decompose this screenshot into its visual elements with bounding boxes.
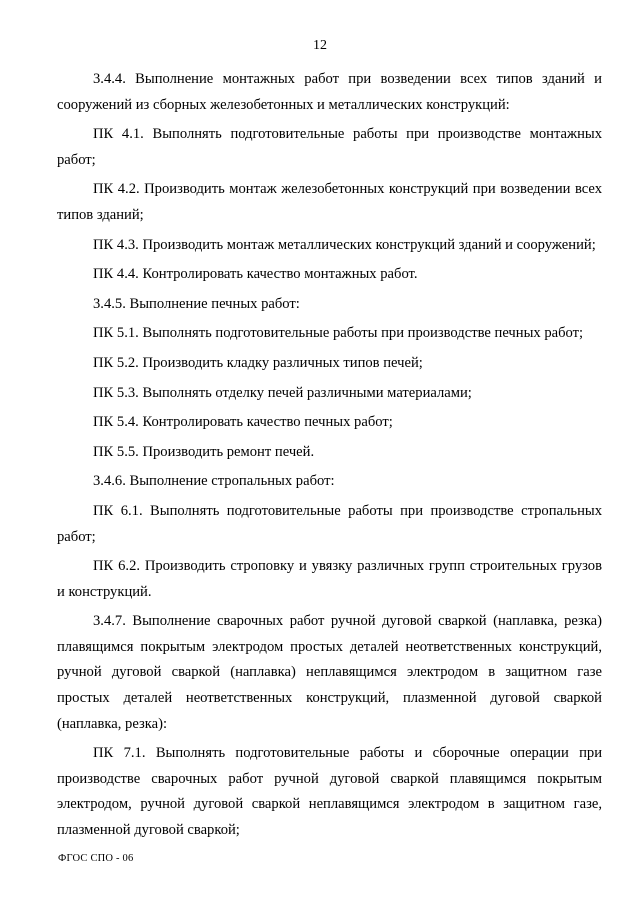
- pk-5-4: ПК 5.4. Контролировать качество печных работ;: [93, 414, 393, 431]
- pk-4-3: ПК 4.3. Производить монтаж металлических конструкций зданий и сооружений;: [93, 236, 596, 253]
- pk-6-2: ПК 6.2. Производить строповку и увязку различных групп строительных грузов и конструкций.: [57, 558, 602, 600]
- pk-5-3: ПК 5.3. Выполнять отделку печей различными материалами;: [93, 384, 472, 401]
- section-3-4-4-heading: 3.4.4. Выполнение монтажных работ при возведении всех типов зданий и сооружений из сборных железобетонных и металлических конструкций:: [57, 71, 602, 113]
- section-3-4-7-heading: 3.4.7. Выполнение сварочных работ ручной дуговой сваркой (наплавка, резка) плавящимся покрытым электродом простых деталей неответственных конструкций, ручной дуговой сваркой (наплавка) неплавящимся электродом в защитном газе простых деталей неответственных конструкций, плазменной дуговой сваркой (наплавка, резка):: [57, 613, 602, 732]
- footer-standard-code: ФГОС СПО - 06: [58, 853, 134, 864]
- document-body: [57, 67, 602, 848]
- section-3-4-6-heading: 3.4.6. Выполнение стропальных работ:: [93, 473, 335, 490]
- page-number: 12: [313, 38, 327, 53]
- pk-4-4: ПК 4.4. Контролировать качество монтажных работ.: [93, 266, 418, 283]
- pk-5-1: ПК 5.1. Выполнять подготовительные работы при производстве печных работ;: [93, 325, 584, 342]
- pk-5-2: ПК 5.2. Производить кладку различных типов печей;: [93, 354, 423, 371]
- section-3-4-5-heading: 3.4.5. Выполнение печных работ:: [93, 295, 300, 312]
- pk-5-5: ПК 5.5. Производить ремонт печей.: [93, 443, 315, 460]
- pk-7-1: ПК 7.1. Выполнять подготовительные работы и сборочные операции при производстве сварочных работ ручной дуговой сваркой плавящимся покрытым электродом, ручной дуговой сваркой неплавящимся электродом в защитном газе, плазменной дуговой сваркой;: [57, 745, 602, 839]
- pk-4-2: ПК 4.2. Производить монтаж железобетонных конструкций при возведении всех типов зданий;: [57, 181, 602, 223]
- pk-6-1: ПК 6.1. Выполнять подготовительные работы при производстве стропальных работ;: [57, 502, 602, 545]
- pk-4-1: ПК 4.1. Выполнять подготовительные работы при производстве монтажных работ;: [57, 126, 602, 168]
